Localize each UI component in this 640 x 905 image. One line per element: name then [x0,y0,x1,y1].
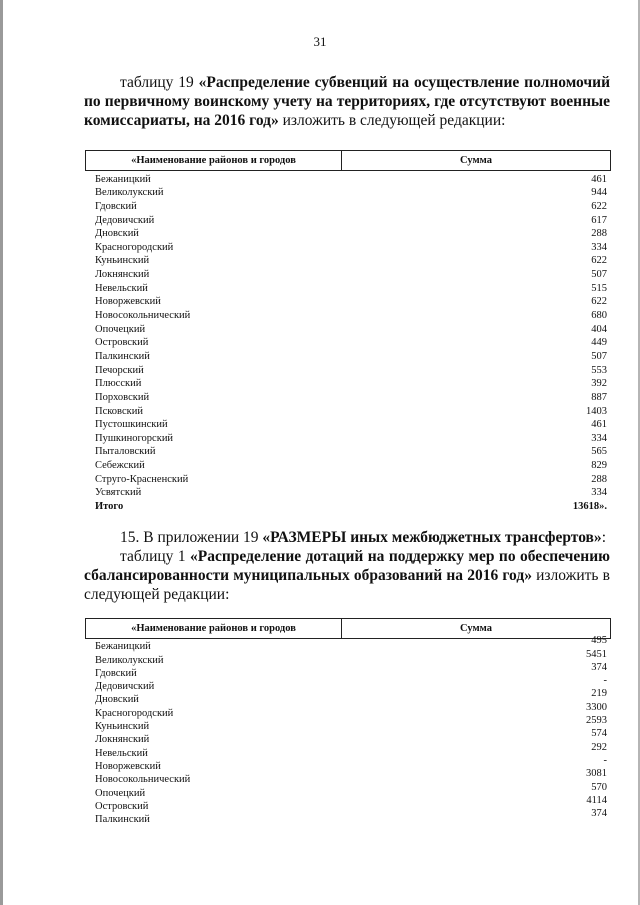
row-name: Новосокольнический [95,774,191,786]
row-name: Струго-Красненский [95,473,189,485]
table-row [85,444,611,458]
row-value: 622 [591,296,607,308]
row-value: 461 [591,173,607,185]
row-name: Новоржевский [95,296,161,308]
row-name: Опочецкий [95,323,146,335]
table-row [85,348,611,362]
row-name: Новоржевский [95,760,161,772]
row-value: 565 [591,446,607,458]
row-name: Печорский [95,364,144,376]
row-name: Новосокольнический [95,310,191,322]
row-name: Палкинский [95,350,150,362]
table-dotations [85,618,611,825]
total-label: Итого [95,501,124,513]
row-name: Плюсский [95,378,142,390]
table-row [85,808,611,826]
para2-line2-bold: «Распределение дотаций на поддержку мер по обеспечению сбалансированности муниципальных образований на 2016 год» [84,548,610,584]
row-name: Палкинский [95,814,150,826]
para2-line1-prefix: 15. В приложении 19 [120,529,263,546]
row-name: Куньинский [95,255,150,267]
row-value: 374 [591,661,607,673]
row-name: Невельский [95,282,148,294]
row-name: Пыталовский [95,446,156,458]
col-header-sum: Сумма [460,623,492,634]
row-value: 570 [591,781,607,793]
para2-line1-bold2: иных межбюджетных трансфертов» [350,529,602,546]
table-subventions [85,150,611,512]
row-value: 219 [591,688,607,700]
row-value: - [603,754,607,766]
row-name: Дедовичский [95,214,155,226]
table-row [85,335,611,349]
row-value: 829 [591,460,607,472]
table-total-row [85,498,611,512]
table-header [85,150,611,171]
table-row [85,417,611,431]
row-value: 374 [591,808,607,820]
table-row [85,185,611,199]
row-value: 334 [591,432,607,444]
row-name: Островский [95,337,149,349]
row-name: Псковский [95,405,143,417]
table-row [85,212,611,226]
row-value: 404 [591,323,607,335]
row-value: 288 [591,473,607,485]
row-value: 1403 [586,405,607,417]
row-value: 334 [591,487,607,499]
table-row [85,321,611,335]
row-name: Бежаницкий [95,173,151,185]
row-name: Дновский [95,694,139,706]
table-row [85,294,611,308]
row-value: 944 [591,187,607,199]
col-header-name: «Наименование районов и городов [86,151,342,170]
row-value: 292 [591,741,607,753]
row-name: Пушкиногорский [95,432,174,444]
table-row [85,430,611,444]
row-name: Локнянский [95,269,150,281]
table-row [85,471,611,485]
table-row [85,266,611,280]
row-name: Гдовский [95,667,137,679]
row-value: 3300 [586,701,607,713]
col-header-sum: Сумма [460,155,492,166]
row-name: Куньинский [95,721,150,733]
row-value: 617 [591,214,607,226]
row-value: 5451 [586,648,607,660]
row-name: Дновский [95,228,139,240]
table-row [85,171,611,185]
row-value: 495 [591,635,607,647]
table-row [85,376,611,390]
page-number: 31 [313,34,327,49]
row-name: Порховский [95,391,150,403]
row-value: 392 [591,378,607,390]
row-name: Великолукский [95,654,164,666]
total-value: 13618». [572,501,607,513]
scan-edge-left [0,0,3,905]
table-row [85,253,611,267]
row-value: 515 [591,282,607,294]
row-name: Локнянский [95,734,150,746]
row-name: Бежаницкий [95,641,151,653]
table-row [85,485,611,499]
row-value: 288 [591,228,607,240]
row-value: 887 [591,391,607,403]
row-name: Красногородский [95,241,174,253]
row-value: 3081 [586,768,607,780]
row-value: 4114 [586,794,607,806]
row-name: Пустошкинский [95,419,168,431]
para1-suffix: изложить в следующей редакции: [278,112,506,129]
row-name: Усвятский [95,487,142,499]
row-name: Себежский [95,460,145,472]
para1-prefix: таблицу 19 [120,74,199,91]
row-value: 553 [591,364,607,376]
row-value: 2593 [586,715,607,727]
paragraph-table19-intro [84,73,610,130]
table-row [85,280,611,294]
row-value: 334 [591,241,607,253]
table-row [85,198,611,212]
table-row [85,362,611,376]
row-name: Дедовичский [95,681,155,693]
para2-line2-suffix: изложить в следующей редакции: [84,567,610,603]
row-value: 680 [591,310,607,322]
table-row [85,226,611,240]
table-row [85,389,611,403]
table-row [85,403,611,417]
row-value: 574 [591,728,607,740]
row-name: Великолукский [95,187,164,199]
row-value: 622 [591,200,607,212]
row-name: Островский [95,800,149,812]
table-row [85,307,611,321]
table-row [85,457,611,471]
table-row [85,239,611,253]
row-value: 449 [591,337,607,349]
row-name: Гдовский [95,200,137,212]
para2-line1-bold: «РАЗМЕРЫ [262,529,347,546]
para1-bold-title: «Распределение субвенций на осуществление полномочий по первичному воинскому учету на территориях, где отсутствуют военные комиссариаты, на 2016 год» [84,74,611,129]
col-header-name: «Наименование районов и городов [86,619,342,638]
para2-line2-prefix: таблицу 1 [120,548,191,565]
row-value: 507 [591,350,607,362]
row-value: 461 [591,419,607,431]
row-name: Красногородский [95,707,174,719]
row-value: 622 [591,255,607,267]
row-name: Невельский [95,747,148,759]
para2-line1-suffix: : [601,529,606,546]
row-value: - [603,675,607,687]
row-name: Опочецкий [95,787,146,799]
paragraph-item15 [84,528,610,604]
row-value: 507 [591,269,607,281]
